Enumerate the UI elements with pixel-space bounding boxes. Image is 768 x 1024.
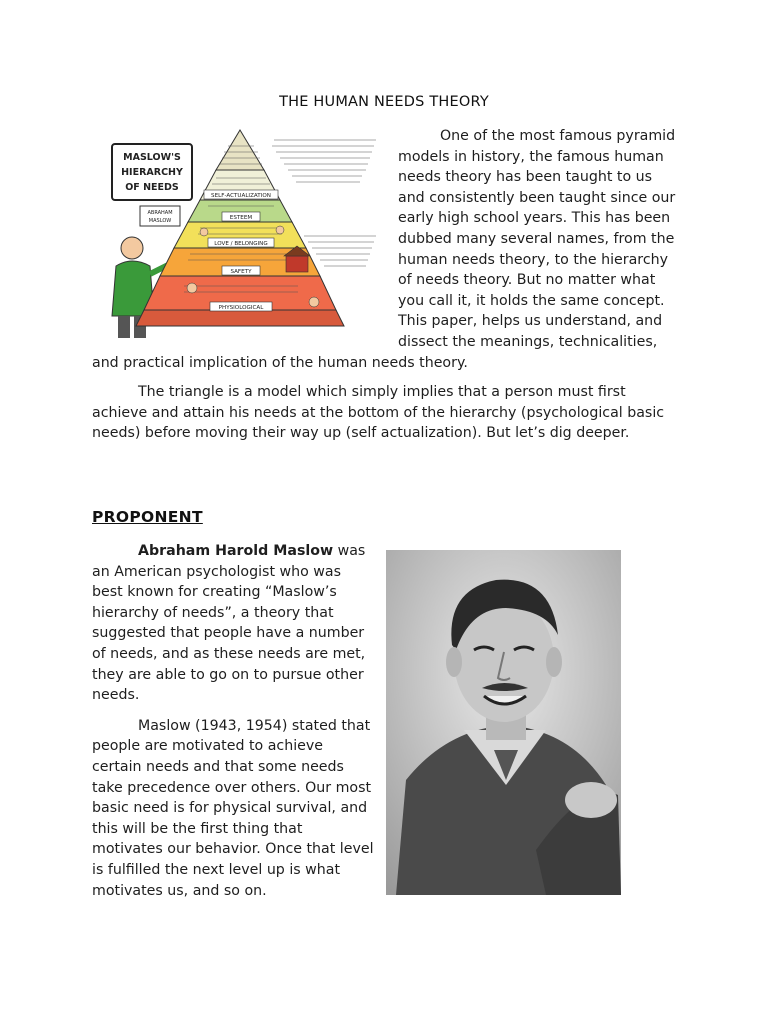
svg-text:ESTEEM: ESTEEM [229,215,253,221]
proponent-name: Abraham Harold Maslow [138,543,334,559]
svg-text:MASLOW'S: MASLOW'S [123,152,181,163]
pyramid-float-spacer [92,126,398,346]
svg-text:ABRAHAM: ABRAHAM [147,210,173,216]
triangle-paragraph: The triangle is a model which simply implies that a person must first achieve and attain his needs at the bottom of the hierarchy (psychological basic needs) before moving their way up (self actualization). But let’s dig deeper. [92,384,665,442]
triangle-paragraph-block [92,382,682,444]
svg-text:PHYSIOLOGICAL: PHYSIOLOGICAL [218,305,264,311]
intro-paragraph: One of the most famous pyramid models in history, the famous human needs theory has been taught to us and consistently been taught since our early high school years. This has been dubbed many several names, from the human needs theory, to the hierarchy of needs theory. But no matter what you call it, it holds the same concept. This paper, helps us understand, and dissect the meanings, technicalities, and practical implication of the human needs theory. [92,128,676,371]
svg-text:MASLOW: MASLOW [148,218,172,224]
proponent-text-column [92,541,374,911]
svg-text:HIERARCHY: HIERARCHY [121,167,183,178]
svg-text:SAFETY: SAFETY [230,269,252,275]
svg-text:OF NEEDS: OF NEEDS [125,182,179,193]
proponent-paragraph-1-text: was an American psychologist who was best known for creating “Maslow’s hierarchy of needs”, a theory that suggested that people have a number of needs, and as these needs are met, they are able to go on to pursue other needs. [92,543,366,704]
proponent-paragraph-1 [92,541,374,706]
proponent-heading: PROPONENT [92,508,203,526]
maslow-portrait-photo [386,550,621,895]
svg-text:LOVE / BELONGING: LOVE / BELONGING [214,241,268,247]
intro-paragraph-block [92,126,682,373]
svg-text:SELF-ACTUALIZATION: SELF-ACTUALIZATION [211,193,271,199]
proponent-paragraph-2: Maslow (1943, 1954) stated that people are motivated to achieve certain needs and that some needs take precedence over others. Our most basic need is for physical survival, and this will be the first thing that motivates our behavior. Once that level is fulfilled the next level up is what motivates us, and so on. [92,717,374,899]
document-title: THE HUMAN NEEDS THEORY [279,94,489,110]
